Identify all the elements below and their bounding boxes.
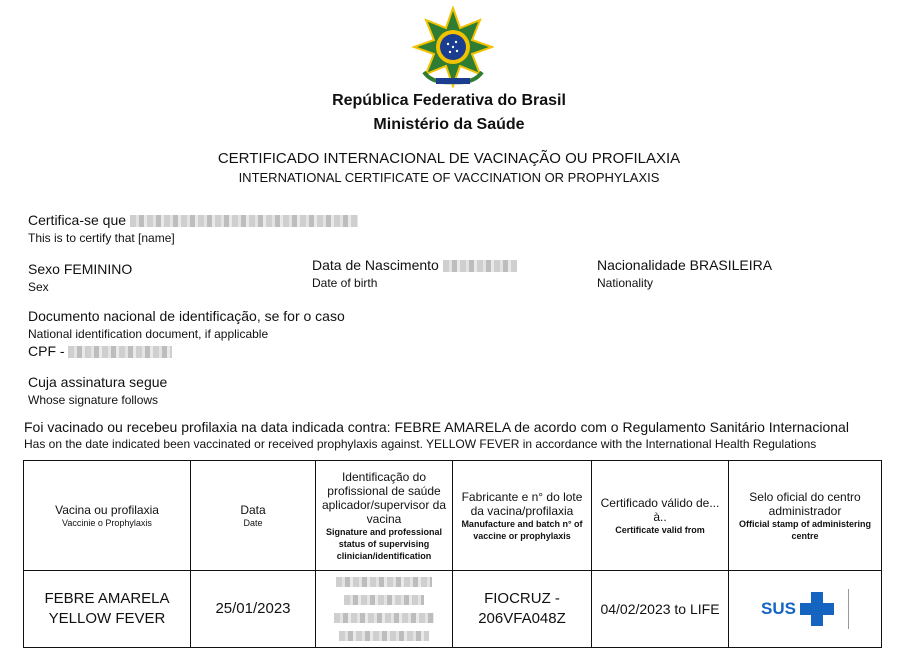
cell-date: 25/01/2023 — [191, 571, 316, 648]
brazil-coat-of-arms-icon — [412, 6, 494, 88]
dob-block — [312, 257, 517, 290]
redacted-dob — [443, 260, 517, 272]
dob-label: Data de Nascimento — [312, 257, 439, 273]
signature-label-en: Whose signature follows — [28, 393, 159, 407]
header-vaccine: Vacina ou profilaxia Vaccinie o Prophylaxis — [24, 461, 191, 571]
table-header-row — [24, 461, 882, 571]
certificate-title-en: INTERNATIONAL CERTIFICATE OF VACCINATION OR PROPHYLAXIS — [238, 170, 660, 185]
statement-en: Has on the date indicated been vaccinated or received prophylaxis against. YELLOW FEVER in accordance with the International Health Regulations — [24, 437, 817, 451]
sex-label-en: Sex — [28, 280, 49, 294]
id-document-block — [28, 308, 345, 359]
header-professional: Identificação do profissional de saúde aplicador/supervisor da vacina Signature and professional status of supervising clinician/identification — [316, 461, 453, 571]
id-doc-label-en: National identification document, if applicable — [28, 327, 269, 341]
cell-vaccine: FEBRE AMARELA YELLOW FEVER — [24, 571, 191, 648]
vaccination-statement — [24, 419, 894, 451]
cell-stamp — [729, 571, 882, 648]
nationality-label-en: Nationality — [597, 276, 654, 290]
sex-block — [28, 261, 132, 294]
sex-value: FEMININO — [63, 261, 133, 277]
stamp-divider — [848, 589, 849, 629]
cell-professional-redacted — [316, 571, 453, 648]
certify-label-en: This is to certify that [name] — [28, 231, 175, 245]
sus-cross-icon — [800, 592, 834, 626]
statement-pt: Foi vacinado ou recebeu profilaxia na data indicada contra: FEBRE AMARELA de acordo com o Regulamento Sanitário Internacional — [24, 419, 849, 435]
certify-block — [28, 212, 358, 245]
sus-logo-text: SUS — [761, 599, 796, 618]
id-doc-label: Documento nacional de identificação, se for o caso — [28, 308, 345, 324]
certificate-title-pt: CERTIFICADO INTERNACIONAL DE VACINAÇÃO OU PROFILAXIA — [217, 150, 681, 167]
ministry-heading: Ministério da Saúde — [373, 116, 525, 133]
republic-heading: República Federativa do Brasil — [332, 92, 566, 109]
signature-block — [28, 374, 167, 407]
nationality-block — [597, 257, 772, 290]
nationality-value: BRASILEIRA — [689, 257, 773, 273]
vaccination-table — [23, 460, 882, 648]
sex-label: Sexo — [28, 261, 60, 277]
redacted-name — [130, 215, 358, 227]
header-manufacturer: Fabricante e n° do lote da vacina/profilaxia Manufacture and batch n° of vaccine or prophylaxis — [453, 461, 592, 571]
redacted-cpf — [68, 346, 172, 358]
header-stamp: Selo oficial do centro administrador Official stamp of administering centre — [729, 461, 882, 571]
header-validity: Certificado válido de... à.. Certificate valid from — [592, 461, 729, 571]
signature-label: Cuja assinatura segue — [28, 374, 168, 390]
table-row — [24, 571, 882, 648]
header-date: Data Date — [191, 461, 316, 571]
cell-validity: 04/02/2023 to LIFE — [592, 571, 729, 648]
dob-label-en: Date of birth — [312, 276, 378, 290]
nationality-label: Nacionalidade — [597, 257, 686, 273]
sus-logo — [761, 589, 849, 629]
cpf-label: CPF - — [28, 343, 65, 359]
certify-label: Certifica-se que — [28, 212, 127, 228]
cell-manufacturer: FIOCRUZ - 206VFA048Z — [453, 571, 592, 648]
